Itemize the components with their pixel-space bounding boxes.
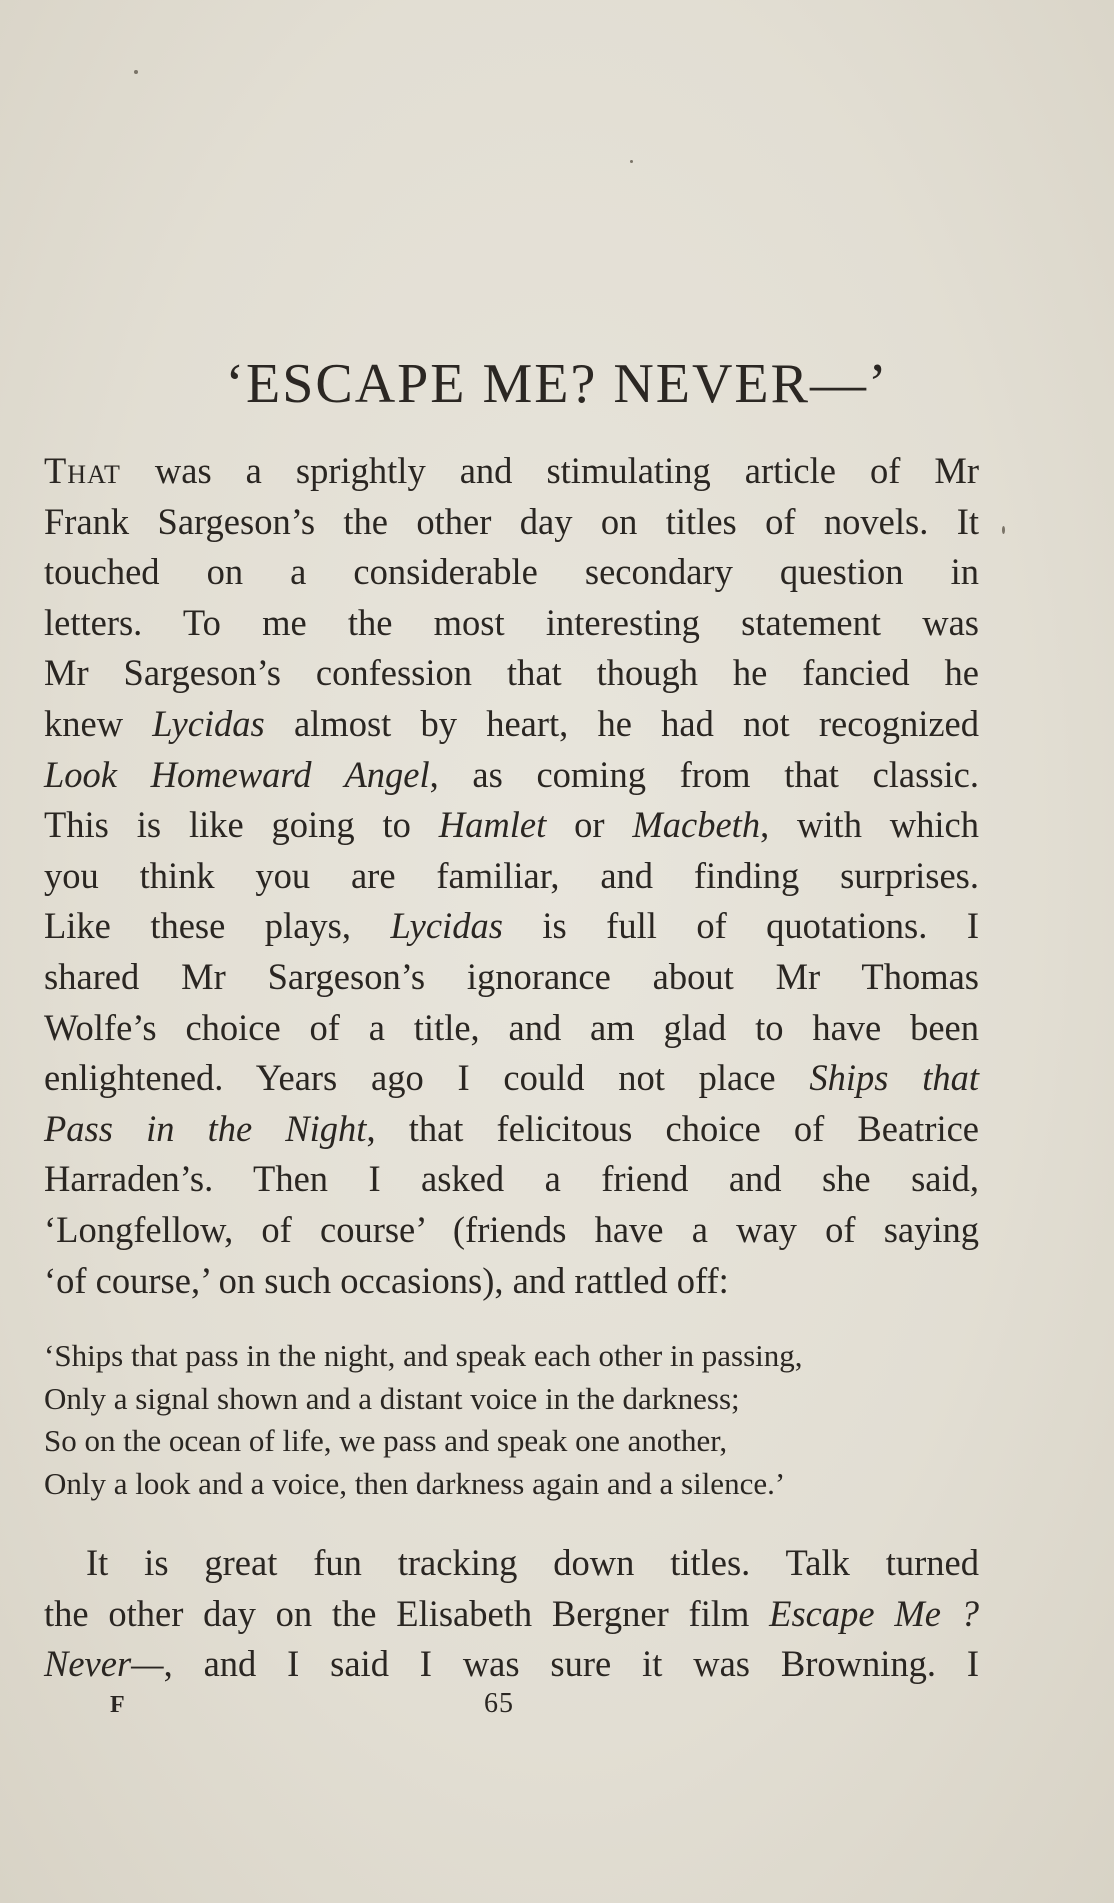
paragraph-1 [44, 446, 979, 1306]
paper-speck [1002, 526, 1005, 534]
text-line: ‘Longfellow, of course’ (friends have a way of saying [44, 1208, 979, 1250]
title-reference: Pass in the Night [44, 1107, 367, 1149]
signature-mark: F [110, 1692, 125, 1718]
text-line: This is like going to Hamlet or Macbeth, with which [44, 804, 980, 846]
text-line: Never—, and I said I was sure it was Browning. I [44, 1643, 979, 1685]
text-line: the other day on the Elisabeth Bergner film Escape Me ? [44, 1592, 979, 1634]
text-line: knew Lycidas almost by heart, he had not recognized [44, 702, 980, 744]
title-reference: Look Homeward Angel [44, 753, 430, 795]
title-reference: Escape Me ? [769, 1592, 979, 1634]
page-number: 65 [484, 1688, 514, 1719]
quoted-poem [44, 1335, 984, 1505]
text-line: That was a sprightly and stimulating article of Mr [44, 450, 979, 491]
text-line: enlightened. Years ago I could not place Ships that [44, 1057, 979, 1099]
title-reference: Lycidas [152, 702, 265, 744]
text-line: touched on a considerable secondary question in [44, 551, 979, 593]
paper-speck [134, 70, 138, 74]
chapter-title: ‘ESCAPE ME? NEVER—’ [225, 353, 889, 415]
text-line: Pass in the Night, that felicitous choice of Beatrice [44, 1107, 979, 1149]
text-line: Frank Sargeson’s the other day on titles of novels. It [44, 500, 979, 542]
title-reference: Ships that [809, 1057, 979, 1099]
text-line: letters. To me the most interesting statement was [44, 601, 979, 643]
title-reference: Never— [44, 1643, 164, 1685]
text-line: Harraden’s. Then I asked a friend and she said, [44, 1158, 979, 1200]
paper-speck [630, 160, 633, 163]
poem-line: Only a signal shown and a distant voice in the darkness; [44, 1380, 740, 1416]
opening-word: That [44, 450, 121, 491]
text-line: Like these plays, Lycidas is full of quotations. I [44, 905, 979, 947]
text-line: It is great fun tracking down titles. Talk turned [86, 1542, 979, 1583]
paragraph-2 [44, 1538, 979, 1690]
poem-line: So on the ocean of life, we pass and speak one another, [44, 1423, 728, 1458]
text-line: ‘of course,’ on such occasions), and rattled off: [44, 1259, 729, 1301]
text-line: Wolfe’s choice of a title, and am glad to have been [44, 1006, 979, 1048]
title-reference: Lycidas [390, 905, 503, 947]
text-line: shared Mr Sargeson’s ignorance about Mr Thomas [44, 955, 979, 997]
text-line: you think you are familiar, and finding surprises. [44, 854, 979, 896]
title-reference: Hamlet [438, 804, 547, 846]
text-line: Look Homeward Angel, as coming from that classic. [44, 753, 979, 795]
poem-line: Only a look and a voice, then darkness again and a silence.’ [44, 1465, 786, 1501]
poem-line: ‘Ships that pass in the night, and speak each other in passing, [44, 1338, 803, 1373]
title-reference: Macbeth [632, 804, 761, 846]
text-line: Mr Sargeson’s confession that though he fancied he [44, 652, 979, 694]
